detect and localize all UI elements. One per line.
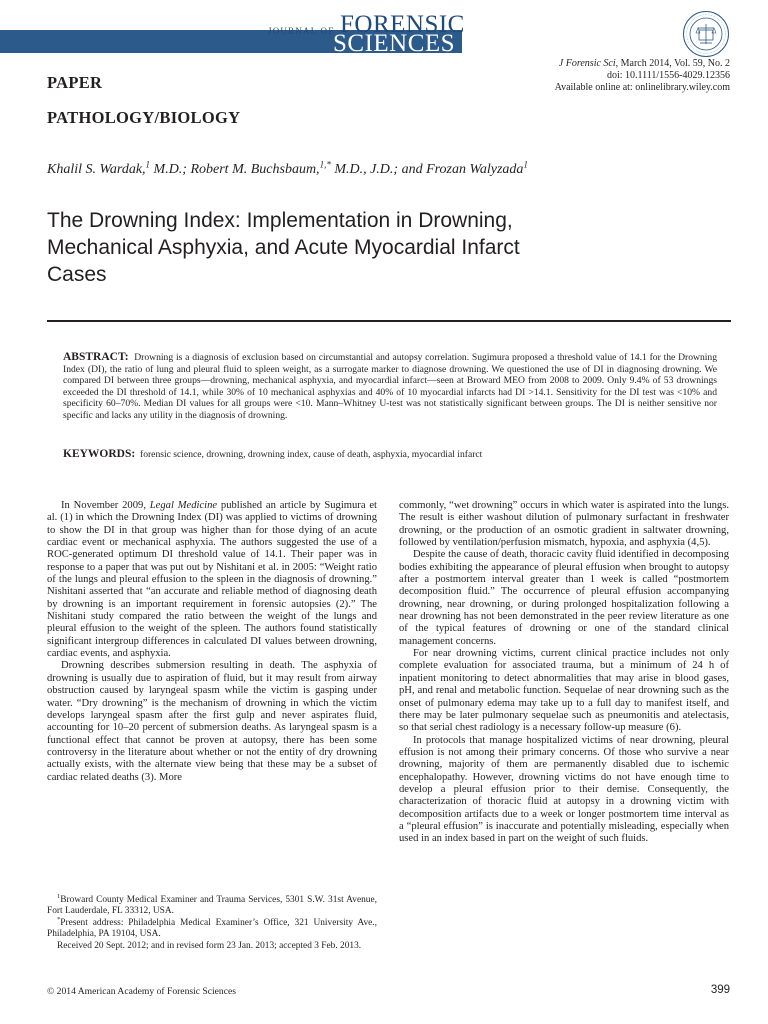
journal-abbrev: J Forensic Sci <box>558 58 616 69</box>
online-availability: Available online at: onlinelibrary.wiley.com <box>554 82 730 93</box>
author-2-affil: 1,* <box>319 159 331 170</box>
masthead-journal-of: JOURNAL OF <box>268 26 335 36</box>
category-label: PATHOLOGY/BIOLOGY <box>47 108 241 127</box>
body-paragraph: In protocols that manage hospitalized victims of near drowning, pleural effusion is not among their primary concerns. Of those who survive a near drowning, majority of them are permanently disabled due to ischemic encephalopathy. However, drowning victims do not have enough time to develop a pleural effusion prior to their demise. Consequently, the characterization of thoracic fluid at autopsy in a drowning victim with decomposition artifacts due to a week or longer postmortem time interval as a “pleural effusion” is inaccurate and potentially misleading, especially when used in an index based in part on the weight of such fluids. <box>399 734 729 845</box>
body-paragraph: commonly, “wet drowning” occurs in which water is aspirated into the lungs. The result is either washout dilution of pulmonary surfactant in freshwater drowning, or the production of an osmotic gradient in saltwater drowning, followed by ventilation/perfusion mismatch, hypoxia, and asphyxia (4,5). <box>399 500 729 549</box>
footnote-mark: 1 <box>57 892 61 900</box>
footnotes <box>47 892 377 952</box>
footnote-received: Received 20 Sept. 2012; and in revised form 23 Jan. 2013; accepted 3 Feb. 2013. <box>57 940 362 951</box>
author-list <box>47 159 528 178</box>
issue-info: , March 2014, Vol. 59, No. 2 <box>615 58 730 69</box>
journal-masthead <box>0 0 465 57</box>
body-paragraph: Drowning describes submersion resulting in death. The asphyxia of drowning is usually due to aspiration of fluid, but it may result from airway obstruction caused by laryngeal spasm while the victim is gasping under water. “Dry drowning” is the mechanism of drowning in which the victim develops laryngeal spasm after the first gulp and never aspirates fluid, accounting for 10–20 percent of submersion deaths. As laryngeal spasm is a functional effect that cannot be proven at autopsy, there has been some controversy in the literature about whether or not the entity of dry drowning actually exists, with the alternate view being that these may be a subset of cardiac related deaths (3). More <box>47 660 377 783</box>
author-3-affil: 1 <box>523 159 528 170</box>
author-2: M.D.; Robert M. Buchsbaum, <box>150 162 320 177</box>
body-column-right <box>399 500 729 846</box>
footnote-present-address <box>47 915 377 941</box>
footnote-text: Broward County Medical Examiner and Trauma Services, 5301 S.W. 31st Avenue, Fort Lauderdale, FL 33312, USA. <box>47 895 377 917</box>
keywords-label: KEYWORDS: <box>63 448 136 460</box>
copyright: © 2014 American Academy of Forensic Sciences <box>47 986 236 997</box>
abstract-text: Drowning is a diagnosis of exclusion based on circumstantial and autopsy correlation. Sugimura proposed a threshold value of 14.1 for the Drowning Index (DI), the ratio of lung and pleural fluid to spleen weight, as a surrogate marker to diagnose drowning. We questioned the use of DI in diagnosing drowning. We compared DI between three groups—drowning, mechanical asphyxia, and myocardial infarct—seen at Broward MEO from 2008 to 2009. Only 9.4% of 53 drownings exceeded the DI threshold of 14.1, while 30% of 10 mechanical asphyxias and 40% of 10 myocardial infarcts had DI >14.1. Sensitivity for the DI test was <10% and specificity 60–70%. Median DI values for all groups were <10. Mann–Whitney U-test was not statistically significant between groups. The DI is neither sensitive nor specific and lacks any utility in the diagnosis of drowning. <box>63 352 718 421</box>
abstract <box>63 352 717 422</box>
masthead-sciences: SCIENCES <box>333 30 456 57</box>
paragraph-text: In November 2009, <box>61 500 150 511</box>
footnote-text: Present address: Philadelphia Medical Examiner’s Office, 321 University Ave., Philadelphia, PA 19104, USA. <box>47 917 377 940</box>
doi-text: doi: 10.1111/1556-4029.12356 <box>606 70 730 81</box>
journal-name: Legal Medicine <box>149 500 218 511</box>
author-1: Khalil S. Wardak, <box>47 162 146 177</box>
footnote-affiliation <box>47 892 377 918</box>
keywords <box>63 448 717 461</box>
citation-line <box>555 58 730 70</box>
title-divider <box>47 320 731 322</box>
keywords-text: forensic science, drowning, drowning index, cause of death, asphyxia, myocardial infarct <box>140 449 483 460</box>
page-number: 399 <box>710 984 730 996</box>
masthead-forensic: FORENSIC <box>340 11 465 38</box>
author-1-affil: 1 <box>145 159 151 170</box>
body-paragraph: Despite the cause of death, thoracic cavity fluid identified in decomposing bodies exhibiting the appearance of pleural effusion when brought to autopsy after a postmortem interval greater than 1 week is called “postmortem decomposition fluid.” The occurrence of pleural effusion accompanying drowning, near drowning, or during prolonged hospitalization following a near drowning has not been demonstrated in the peer review literature as one of the typical features of drowning or one of the standard clinical management concerns. <box>399 549 729 647</box>
paragraph-text: published an article by Sugimura et al. (1) in which the Drowning Index (DI) was applied to victims of drowning to show the DI in that group was higher than for those dying of an acute cardiac event or mechanical asphyxia. The authors suggested the use of a ROC-generated optimum DI threshold value of 14.1. Their paper was in response to a paper that was put out by Nishitani et al. in 2005: “Weight ratio of the lungs and pleural effusion to the spleen in the diagnosis of drowning.” Nishitani asserted that “an accurate and reliable method of diagnosing death by drowning is an important requirement in forensic autopsies (2).” The Nishitani study compared the ratio between the weight of the lungs and pleural effusion to the weight of the spleen. The authors found statistically significant intergroup differences in calculated DI values between drowning, cardiac events, and asphyxia. <box>47 500 377 660</box>
paper-label: PAPER <box>47 73 103 92</box>
citation-block <box>555 58 730 94</box>
footnote-mark: * <box>57 915 61 923</box>
body-paragraph: For near drowning victims, current clinical practice includes not only complete evaluation for associated trauma, but a minimum of 24 h of inpatient monitoring to detect abnormalities that may arise in blood gases, pH, and renal and metabolic function. Sequelae of near drowning such as the onset of pulmonary edema may take up to a full day to manifest itself, and there may be later pulmonary sequelae such as pneumonitis and atelectasis, so that serial chest radiology is a necessary follow-up measure (6). <box>399 648 729 734</box>
abstract-label: ABSTRACT: <box>63 351 129 363</box>
academy-seal-logo <box>682 10 730 58</box>
article-title: The Drowning Index: Implementation in Drowning, Mechanical Asphyxia, and Acute Myocardial Infarct Cases <box>47 209 520 286</box>
author-3: M.D., J.D.; and Frozan Walyzada <box>330 162 524 177</box>
body-column-left <box>47 500 377 784</box>
body-paragraph <box>47 500 377 660</box>
